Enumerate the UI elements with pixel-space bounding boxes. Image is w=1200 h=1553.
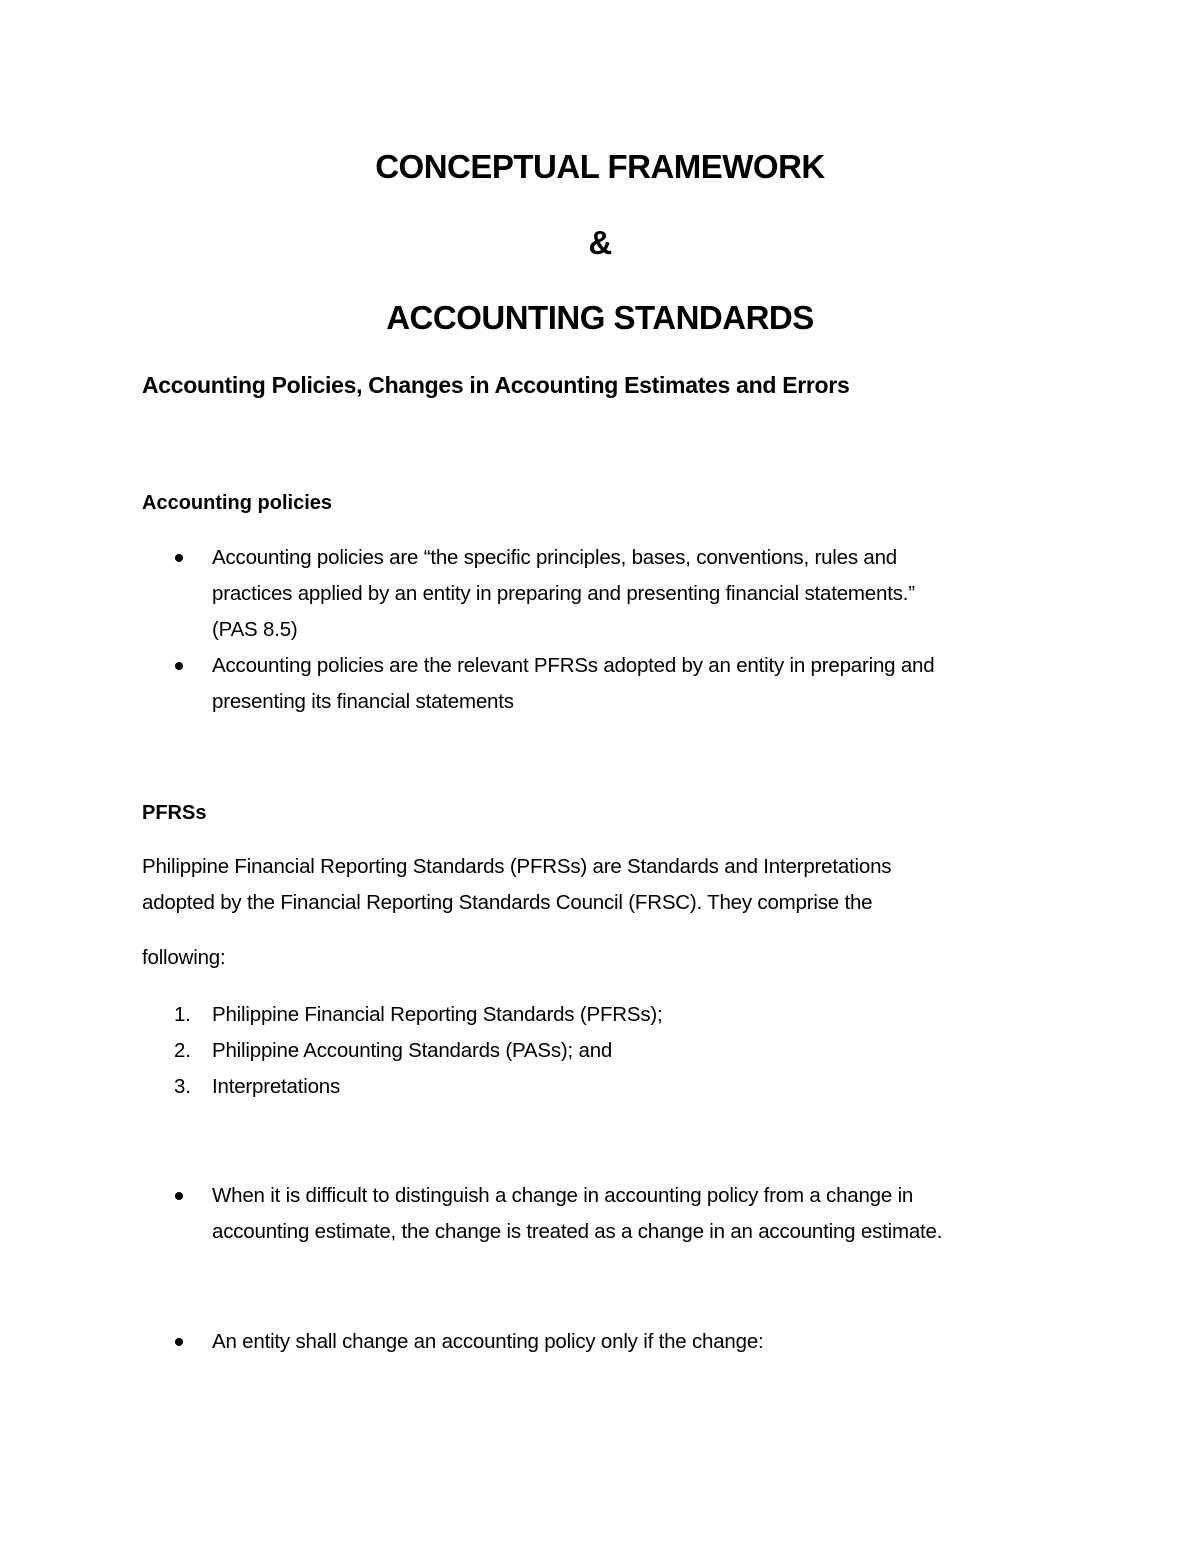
bullet-icon xyxy=(175,1338,183,1346)
title-ampersand: & xyxy=(588,224,612,261)
list-number: 1. xyxy=(174,1003,191,1026)
bullet-icon xyxy=(175,554,183,562)
list-item-line: presenting its financial statements xyxy=(212,690,514,713)
section-heading-pfrss: PFRSs xyxy=(142,802,207,824)
list-item-line: Interpretations xyxy=(212,1075,341,1098)
list-item-line: accounting estimate, the change is treated as a change in an accounting estimate. xyxy=(212,1220,943,1243)
list-item-line: Philippine Financial Reporting Standards (PFRSs); xyxy=(212,1003,663,1026)
list-item-line: An entity shall change an accounting policy only if the change: xyxy=(212,1330,764,1353)
list-item xyxy=(0,1178,1200,1250)
list-number: 2. xyxy=(174,1039,191,1062)
list-item xyxy=(0,1324,1200,1360)
pfrss-paragraph-line: following: xyxy=(142,946,226,969)
list-item xyxy=(0,997,1200,1033)
list-item xyxy=(0,1069,1200,1105)
title-line-2: ACCOUNTING STANDARDS xyxy=(386,299,814,336)
list-item xyxy=(0,1033,1200,1069)
bullet-icon xyxy=(175,662,183,670)
pfrss-paragraph-line: adopted by the Financial Reporting Standards Council (FRSC). They comprise the xyxy=(142,891,873,914)
list-item xyxy=(0,540,1200,648)
pfrss-paragraph-line: Philippine Financial Reporting Standards (PFRSs) are Standards and Interpretations xyxy=(142,855,892,878)
pfrss-numbered-list xyxy=(0,997,1200,1105)
list-item-line: practices applied by an entity in preparing and presenting financial statements.” xyxy=(212,582,915,605)
list-item-line: When it is difficult to distinguish a change in accounting policy from a change in xyxy=(212,1184,914,1207)
list-item-line: (PAS 8.5) xyxy=(212,618,298,641)
title-line-1: CONCEPTUAL FRAMEWORK xyxy=(375,148,825,185)
section-heading-accounting-policies: Accounting policies xyxy=(142,492,333,514)
change-policy-bullet-list xyxy=(0,1324,1200,1360)
accounting-policies-bullet-list xyxy=(0,540,1200,720)
bullet-icon xyxy=(175,1192,183,1200)
list-item xyxy=(0,648,1200,720)
difficult-distinguish-bullet-list xyxy=(0,1178,1200,1250)
list-item-line: Accounting policies are the relevant PFRSs adopted by an entity in preparing and xyxy=(212,654,935,677)
list-item-line: Philippine Accounting Standards (PASs); and xyxy=(212,1039,613,1062)
list-item-line: Accounting policies are “the specific principles, bases, conventions, rules and xyxy=(212,546,897,569)
list-number: 3. xyxy=(174,1075,191,1098)
subtitle: Accounting Policies, Changes in Accounting Estimates and Errors xyxy=(142,372,850,398)
